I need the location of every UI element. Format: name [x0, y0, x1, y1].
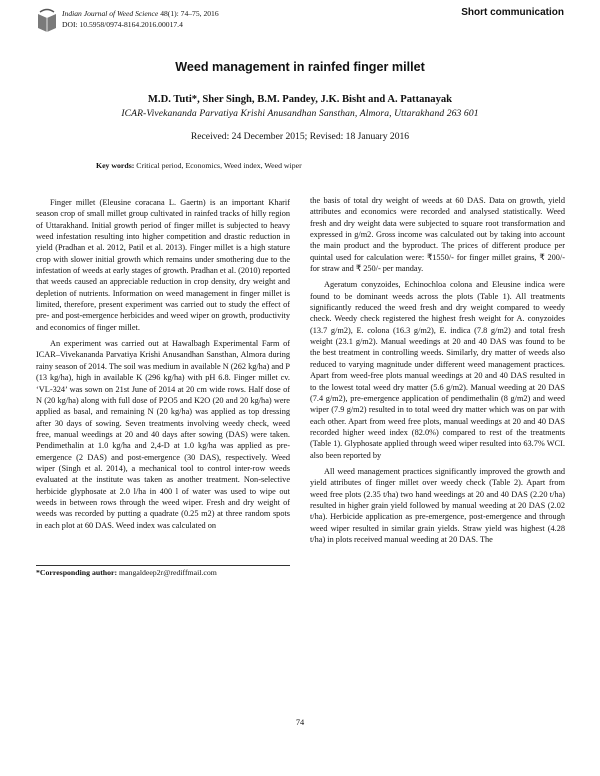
footnote-divider — [36, 565, 290, 566]
left-paragraph-2: An experiment was carried out at Hawalbagh Experimental Farm of ICAR–Vivekananda Parvatiya Krishi Anusandhan Sansthan, Almora during rainy season of 2014. The soil was medium in available N (262 kg/ha) and P (13 kg/ha), high in available K (296 kg/ha) with pH 6.8. Finger millet cv. ‘VL-324’ was sown on 21st June of 2014 at 20 cm wide rows. Half dose of N (20 kg/ha) along with full dose of P2O5 and K2O (20 and 20 kg/ha) were applied as basal, and remaining N (20 kg/ha) was applied as top dressing after 30 days of sowing. Seven treatments involving weedy check, weed free, manual weedings at 20 and 40 days after sowing (DAS) were taken. Pendimethalin at 1.0 kg/ha and 2,4-D at 1.0 kg/ha was applied as pre-emergence (2 DAS) and post-emergence (30 DAS), respectively. Weed wiper (Singh et al. 2014), a mechanical tool to control inter-row weeds evaluated at the institute was taken as another treatment. Non-selective herbicide glyphosate at 2.0 l/ha in 400 l of water was used to wipe out weeds in between rows through the weed wiper. Fresh and dry weight of weeds was recorded by putting a quadrate (0.25 m2) at three random spots in each plot at 60 DAS. Weed index was calculated on — [36, 339, 290, 530]
article-title: Weed management in rainfed finger millet — [175, 60, 425, 74]
left-paragraph-1: Finger millet (Eleusine coracana L. Gaertn) is an important Kharif season crop of small millet group cultivated in rainfed tracks of hilly region of Uttarakhand. Initial growth period of finger millet is subjected to heavy weed infestation resulting into higher competition and drastic reduction in yield (Pradhan et al. 2012, Patil et al. 2013). Finger millet is a high stature crop with slower initial growth which remains under smothering due to the infestation of weeds at early stages of growth. Pradhan et al. (2010) reported that weeds caused an appreciable reduction in crop density, dry weight and depletion of nutrients. Information on weed management in finger millet is limited, therefore, present experiment was carried out to study the effect of pre- and post-emergence herbicides and weed wiper on growth, productivity and economics of finger millet. — [36, 198, 290, 332]
keywords — [96, 161, 302, 170]
left-column — [36, 197, 290, 566]
keywords-text: Critical period, Economics, Weed index, Weed wiper — [134, 161, 302, 170]
authors: M.D. Tuti*, Sher Singh, B.M. Pandey, J.K. Bisht and A. Pattanayak — [147, 94, 453, 105]
section-label: Short communication — [461, 7, 564, 18]
journal-doi: DOI: 10.5958/0974-8164.2016.00017.4 — [62, 20, 183, 29]
keywords-label: Key words: — [96, 161, 135, 170]
right-column — [310, 195, 565, 717]
journal-logo — [36, 8, 58, 34]
right-paragraph-1: the basis of total dry weight of weeds at 60 DAS. Data on growth, yield attributes and economics were recorded and analysed statistically. Weed fresh and dry weight data were subjected to square root transformation and expressed in g/m2. Gross income was calculated out by taking into account the main product and the byproduct. The prices of different produce per quintal used for calculation were: ₹1550/- for finger millet grains, ₹ 200/- for straw and ₹ 250/- per manday. — [310, 196, 565, 274]
journal-issue: 48(1): 74–75, 2016 — [158, 9, 219, 18]
page-number: 74 — [295, 718, 305, 727]
received-dates: Received: 24 December 2015; Revised: 18 January 2016 — [190, 131, 410, 142]
right-paragraph-3: All weed management practices significantly improved the growth and yield attributes of finger millet over weedy check (Table 2). Apart from weed free plots (2.35 t/ha) two hand weedings at 20 and 40 DAS (2.20 t/ha) resulted in higher grain yield followed by manual weeding at 20 DAS (2.02 t/ha). Herbicide application as pre-emergence, post-emergence and through weed wiper resulted in similar grain yields. Straw yield was highest (4.28 t/ha) in plots received manual weeding at 20 DAS. The — [310, 466, 565, 544]
corresponding-author-footnote — [36, 568, 217, 577]
journal-logo-icon — [36, 8, 58, 34]
footnote-label: *Corresponding author: — [36, 568, 118, 577]
footnote-email[interactable]: mangaldeep2r@rediffmail.com — [117, 568, 217, 577]
journal-citation — [62, 8, 219, 19]
journal-name: Indian Journal of Weed Science — [62, 9, 159, 18]
affiliation: ICAR-Vivekananda Parvatiya Krishi Anusandhan Sansthan, Almora, Uttarakhand 263 601 — [121, 108, 479, 119]
right-paragraph-2: Ageratum conyzoides, Echinochloa colona and Eleusine indica were found to be dominant weeds across the plots (Table 1). All treatments significantly reduced the weed fresh and dry weight compared to weedy check. Weedy check registered the highest fresh weight for A. conyzoides (13.7 g/m2), E. colona (16.3 g/m2), E. indica (7.8 g/m2) and total fresh weight (23.1 g/m2). Manual weedings at 20 and 40 DAS was found to be the best treatment in controlling weeds. Similarly, dry matter of weeds also reduced to varying magnitude under different weed management practices. Apart from weed-free plots manual weedings at 20 and 40 DAS resulted in to the lowest total weed dry matter (5.6 g/m2). Manual weeding at 20 DAS (7.4 g/m2), pre-emergence application of pendimethalin (8 g/m2) and weed wiper (7.9 g/m2) resulted in to total weed dry matter which was on par with each other. Apart from weed free plots, manual weedings at 20 and 40 DAS recorded higher weed index (82.0%) compared to rest of the treatments (Table 1). Glyphosate applied through weed wiper resulted into 63.7% WCI. also been reported by — [310, 280, 565, 460]
